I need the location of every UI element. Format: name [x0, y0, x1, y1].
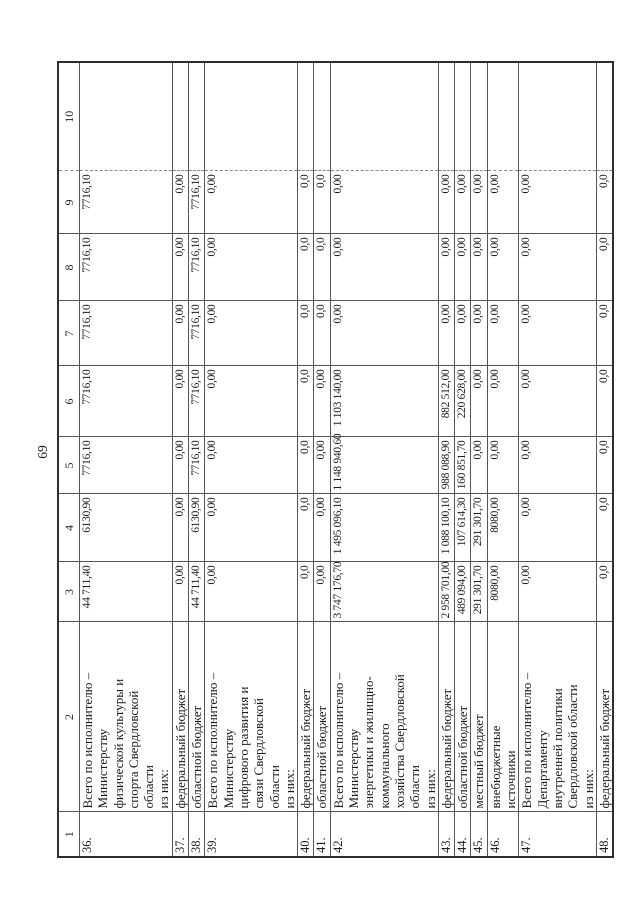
value-cell: 0,0 [314, 301, 330, 366]
value-cell: 0,00 [205, 234, 298, 301]
table-row [172, 62, 188, 857]
value-cell: 0,00 [471, 301, 487, 366]
row-number-cell: 40. [298, 812, 314, 857]
value-cell: 0,00 [519, 301, 596, 366]
value-cell: 0,00 [205, 437, 298, 494]
value-cell [205, 62, 298, 171]
value-cell: 0,00 [487, 301, 519, 366]
value-cell: 0,00 [314, 437, 330, 494]
value-cell: 0,00 [487, 366, 519, 437]
value-cell: 3 747 176,70 [330, 562, 438, 622]
value-cell: 291 301,70 [471, 562, 487, 622]
value-cell: 0,00 [314, 494, 330, 562]
value-cell: 1 495 096,10 [330, 494, 438, 562]
column-header-1: 1 [58, 812, 80, 857]
value-cell: 0,00 [455, 234, 471, 301]
executor-label-cell: Всего по исполнителю – Министерству цифрового развития и связи Свердловской области из них: [205, 622, 298, 812]
value-cell: 0,00 [519, 366, 596, 437]
column-header-2: 2 [58, 622, 80, 812]
value-cell: 7716,10 [80, 171, 173, 234]
value-cell: 0,00 [172, 301, 188, 366]
value-cell: 0,0 [596, 494, 613, 562]
executor-label-cell: Всего по исполнителю – Министерству энергетики и жилищно- коммунального хозяйства Свердловской области из них: [330, 622, 438, 812]
value-cell: 0,00 [172, 562, 188, 622]
value-cell: 0,0 [298, 437, 314, 494]
value-cell: 0,00 [172, 234, 188, 301]
value-cell [455, 62, 471, 171]
value-cell: 44 711,40 [80, 562, 173, 622]
row-number-cell: 36. [80, 812, 173, 857]
value-cell [314, 62, 330, 171]
value-cell: 0,00 [205, 301, 298, 366]
value-cell: 0,00 [519, 171, 596, 234]
value-cell: 1 148 940,60 [330, 437, 438, 494]
value-cell: 0,0 [596, 301, 613, 366]
value-cell: 0,00 [487, 234, 519, 301]
value-cell: 7716,10 [189, 171, 205, 234]
row-number-cell: 47. [519, 812, 596, 857]
table-row [80, 62, 173, 857]
executor-label-cell: Всего по исполнителю – Министерству физической культуры и спорта Свердловской области из них: [80, 622, 173, 812]
value-cell: 0,0 [298, 494, 314, 562]
value-cell: 7716,10 [80, 366, 173, 437]
rotated-table-container [57, 63, 610, 858]
table-row [519, 62, 596, 857]
value-cell: 8080,00 [487, 562, 519, 622]
value-cell: 0,0 [596, 171, 613, 234]
value-cell: 0,00 [438, 234, 454, 301]
value-cell [172, 62, 188, 171]
value-cell [471, 62, 487, 171]
value-cell: 0,0 [596, 234, 613, 301]
value-cell: 0,00 [205, 171, 298, 234]
value-cell: 0,00 [205, 366, 298, 437]
value-cell: 0,00 [330, 171, 438, 234]
executor-label-cell: областной бюджет [189, 622, 205, 812]
value-cell: 7716,10 [80, 234, 173, 301]
value-cell [298, 62, 314, 171]
row-number-cell: 39. [205, 812, 298, 857]
column-header-9: 9 [58, 171, 80, 234]
value-cell: 0,0 [298, 366, 314, 437]
executor-label-cell: внебюджетные источники [487, 622, 519, 812]
value-cell: 0,00 [455, 171, 471, 234]
value-cell: 0,00 [519, 234, 596, 301]
executor-label-cell: федеральный бюджет [298, 622, 314, 812]
executor-label-cell: федеральный бюджет [438, 622, 454, 812]
executor-label-cell: федеральный бюджет [172, 622, 188, 812]
executor-label-cell: федеральный бюджет [596, 622, 613, 812]
value-cell: 291 301,70 [471, 494, 487, 562]
value-cell: 0,00 [205, 562, 298, 622]
value-cell: 882 512,00 [438, 366, 454, 437]
column-header-4: 4 [58, 494, 80, 562]
value-cell: 0,00 [471, 234, 487, 301]
value-cell: 0,0 [314, 171, 330, 234]
value-cell [80, 62, 173, 171]
row-number-cell: 41. [314, 812, 330, 857]
value-cell: 7716,10 [189, 366, 205, 437]
value-cell: 0,00 [519, 562, 596, 622]
executor-label-cell: областной бюджет [455, 622, 471, 812]
value-cell: 0,00 [172, 494, 188, 562]
value-cell: 0,0 [314, 234, 330, 301]
value-cell: 160 851,70 [455, 437, 471, 494]
row-number-cell: 44. [455, 812, 471, 857]
value-cell: 0,00 [455, 301, 471, 366]
value-cell: 988 088,90 [438, 437, 454, 494]
value-cell: 7716,10 [189, 437, 205, 494]
value-cell: 0,00 [519, 494, 596, 562]
value-cell: 0,00 [438, 301, 454, 366]
value-cell: 44 711,40 [189, 562, 205, 622]
value-cell: 1 103 140,00 [330, 366, 438, 437]
value-cell: 0,0 [298, 234, 314, 301]
value-cell: 0,00 [205, 494, 298, 562]
table-row [438, 62, 454, 857]
value-cell: 0,00 [314, 562, 330, 622]
value-cell [438, 62, 454, 171]
value-cell: 1 088 100,10 [438, 494, 454, 562]
value-cell: 489 094,00 [455, 562, 471, 622]
value-cell: 0,0 [596, 562, 613, 622]
value-cell: 8080,00 [487, 494, 519, 562]
budget-table [57, 61, 614, 858]
value-cell: 0,00 [471, 366, 487, 437]
table-row [314, 62, 330, 857]
value-cell: 0,00 [172, 437, 188, 494]
column-header-3: 3 [58, 562, 80, 622]
value-cell: 0,0 [596, 366, 613, 437]
value-cell: 6130,90 [80, 494, 173, 562]
column-header-8: 8 [58, 234, 80, 301]
row-number-cell: 38. [189, 812, 205, 857]
value-cell [596, 62, 613, 171]
table-row [330, 62, 438, 857]
value-cell: 0,00 [438, 171, 454, 234]
row-number-cell: 37. [172, 812, 188, 857]
value-cell: 7716,10 [80, 437, 173, 494]
value-cell: 0,0 [298, 562, 314, 622]
page-number: 69 [35, 445, 50, 459]
executor-label-cell: Всего по исполнителю – Департаменту внутренней политики Свердловской области из них: [519, 622, 596, 812]
value-cell: 7716,10 [80, 301, 173, 366]
table-row [189, 62, 205, 857]
table-row [205, 62, 298, 857]
row-number-cell: 48. [596, 812, 613, 857]
table-row [298, 62, 314, 857]
value-cell: 0,00 [487, 437, 519, 494]
value-cell: 7716,10 [189, 301, 205, 366]
value-cell: 0,00 [172, 366, 188, 437]
value-cell: 0,0 [298, 301, 314, 366]
value-cell: 0,00 [314, 366, 330, 437]
value-cell: 107 614,30 [455, 494, 471, 562]
value-cell: 0,00 [519, 437, 596, 494]
table-row [596, 62, 613, 857]
table-row [455, 62, 471, 857]
value-cell: 0,0 [596, 437, 613, 494]
row-number-cell: 46. [487, 812, 519, 857]
header-row [58, 62, 80, 857]
table-row [471, 62, 487, 857]
value-cell [189, 62, 205, 171]
value-cell: 0,00 [471, 171, 487, 234]
value-cell: 0,0 [298, 171, 314, 234]
value-cell [487, 62, 519, 171]
value-cell: 2 958 701,00 [438, 562, 454, 622]
value-cell: 0,00 [487, 171, 519, 234]
value-cell [519, 62, 596, 171]
value-cell: 0,00 [330, 234, 438, 301]
value-cell: 0,00 [172, 171, 188, 234]
column-header-6: 6 [58, 366, 80, 437]
column-header-7: 7 [58, 301, 80, 366]
value-cell: 7716,10 [189, 234, 205, 301]
column-header-10: 10 [58, 62, 80, 171]
value-cell: 220 628,00 [455, 366, 471, 437]
row-number-cell: 43. [438, 812, 454, 857]
column-header-5: 5 [58, 437, 80, 494]
executor-label-cell: областной бюджет [314, 622, 330, 812]
table-row [487, 62, 519, 857]
row-number-cell: 42. [330, 812, 438, 857]
value-cell: 0,00 [330, 301, 438, 366]
value-cell: 0,00 [471, 437, 487, 494]
value-cell: 6130,90 [189, 494, 205, 562]
value-cell [330, 62, 438, 171]
executor-label-cell: местный бюджет [471, 622, 487, 812]
row-number-cell: 45. [471, 812, 487, 857]
